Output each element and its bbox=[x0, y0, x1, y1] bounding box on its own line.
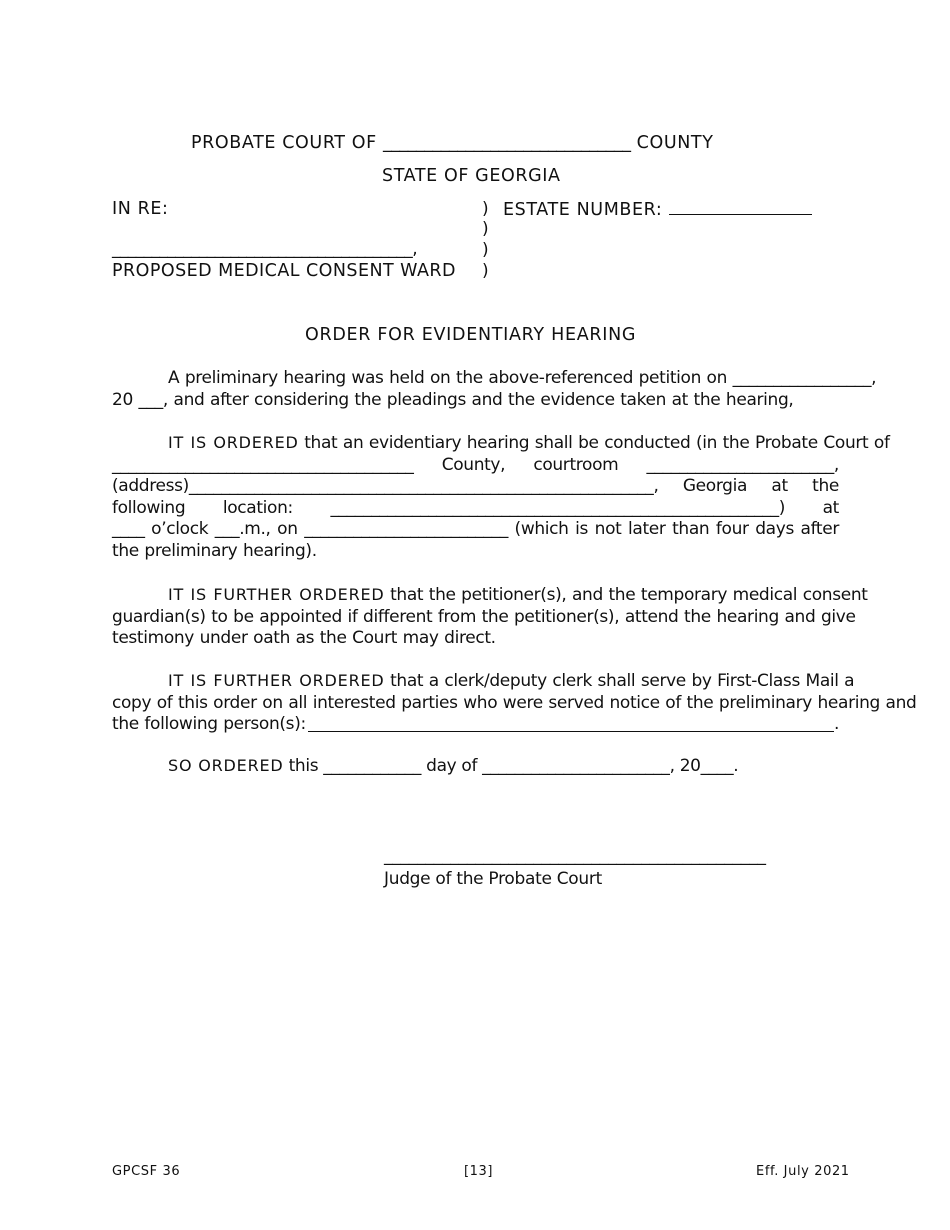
in-re-label: IN RE: bbox=[112, 199, 169, 219]
ordered-phrase: IT IS FURTHER ORDERED bbox=[168, 671, 385, 690]
paragraph-line: guardian(s) to be appointed if different from the petitioner(s), attend the hearing and give bbox=[112, 606, 856, 627]
ordered-phrase: IT IS ORDERED bbox=[168, 433, 299, 452]
following-persons-input[interactable] bbox=[308, 730, 834, 732]
paragraph-line bbox=[112, 714, 839, 736]
paragraph-line: the preliminary hearing). bbox=[112, 540, 317, 561]
state-heading: STATE OF GEORGIA bbox=[382, 166, 561, 186]
so-ordered-line bbox=[168, 755, 738, 778]
county-name-blank[interactable]: ______________________________ bbox=[382, 133, 631, 153]
judge-label: Judge of the Probate Court bbox=[384, 869, 602, 889]
caption-paren: ) bbox=[482, 219, 489, 239]
paragraph-service bbox=[112, 670, 917, 736]
line-end-period: . bbox=[833, 714, 839, 734]
page-number: [13] bbox=[464, 1164, 494, 1179]
paragraph-preliminary-hearing bbox=[112, 368, 877, 411]
paragraph-line: testimony under oath as the Court may direct. bbox=[112, 628, 496, 648]
form-id: GPCSF 36 bbox=[112, 1164, 181, 1179]
order-title: ORDER FOR EVIDENTIARY HEARING bbox=[305, 325, 637, 345]
court-line bbox=[191, 133, 714, 153]
paragraph-line bbox=[112, 584, 868, 607]
estate-number-input[interactable] bbox=[669, 199, 812, 215]
following-persons-label: the following person(s): bbox=[112, 714, 306, 734]
paragraph-line bbox=[112, 432, 890, 455]
court-line-prefix: PROBATE COURT OF bbox=[191, 133, 377, 153]
ward-label: PROPOSED MEDICAL CONSENT WARD bbox=[112, 261, 456, 281]
paragraph-line: 20 ___, and after considering the pleadings and the evidence taken at the hearing, bbox=[112, 389, 794, 410]
paragraph-line[interactable]: (address)_________________________________________________________, Georgia at the bbox=[112, 476, 839, 496]
court-line-suffix: COUNTY bbox=[636, 133, 714, 153]
paragraph-line[interactable]: ____ o’clock ___.m., on _________________________ (which is not later than four days after bbox=[112, 519, 839, 539]
effective-date: Eff. July 2021 bbox=[756, 1164, 850, 1179]
paragraph-line: A preliminary hearing was held on the above-referenced petition on _________________, bbox=[168, 368, 877, 388]
caption-paren: ) bbox=[482, 261, 489, 281]
date-blanks[interactable]: this ____________ day of _______________________, 20____. bbox=[288, 756, 739, 776]
paragraph-line bbox=[112, 670, 855, 693]
caption-paren: ) bbox=[482, 199, 489, 219]
caption-paren: ) bbox=[482, 240, 489, 260]
estate-number-label: ESTATE NUMBER: bbox=[503, 200, 663, 220]
ordered-phrase: IT IS FURTHER ORDERED bbox=[168, 585, 385, 604]
estate-number-field bbox=[503, 199, 812, 220]
ward-name-blank[interactable]: ______________________________________, bbox=[112, 239, 418, 259]
paragraph-text: that a clerk/deputy clerk shall serve by First-Class Mail a bbox=[390, 671, 855, 691]
paragraph-evidentiary-hearing bbox=[112, 432, 890, 562]
paragraph-line[interactable]: following location: _______________________________________________________) at bbox=[112, 497, 839, 518]
ordered-phrase: SO ORDERED bbox=[168, 756, 284, 775]
paragraph-line[interactable]: _____________________________________ County, courtroom _______________________, bbox=[112, 454, 839, 475]
paragraph-text: that an evidentiary hearing shall be conducted (in the Probate Court of bbox=[304, 433, 890, 453]
paragraph-line: copy of this order on all interested parties who were served notice of the preliminary hearing and bbox=[112, 692, 917, 713]
paragraph-attendance bbox=[112, 584, 868, 650]
paragraph-text: that the petitioner(s), and the temporary medical consent bbox=[390, 585, 868, 605]
signature-line[interactable]: ______________________________________________ bbox=[384, 846, 766, 866]
